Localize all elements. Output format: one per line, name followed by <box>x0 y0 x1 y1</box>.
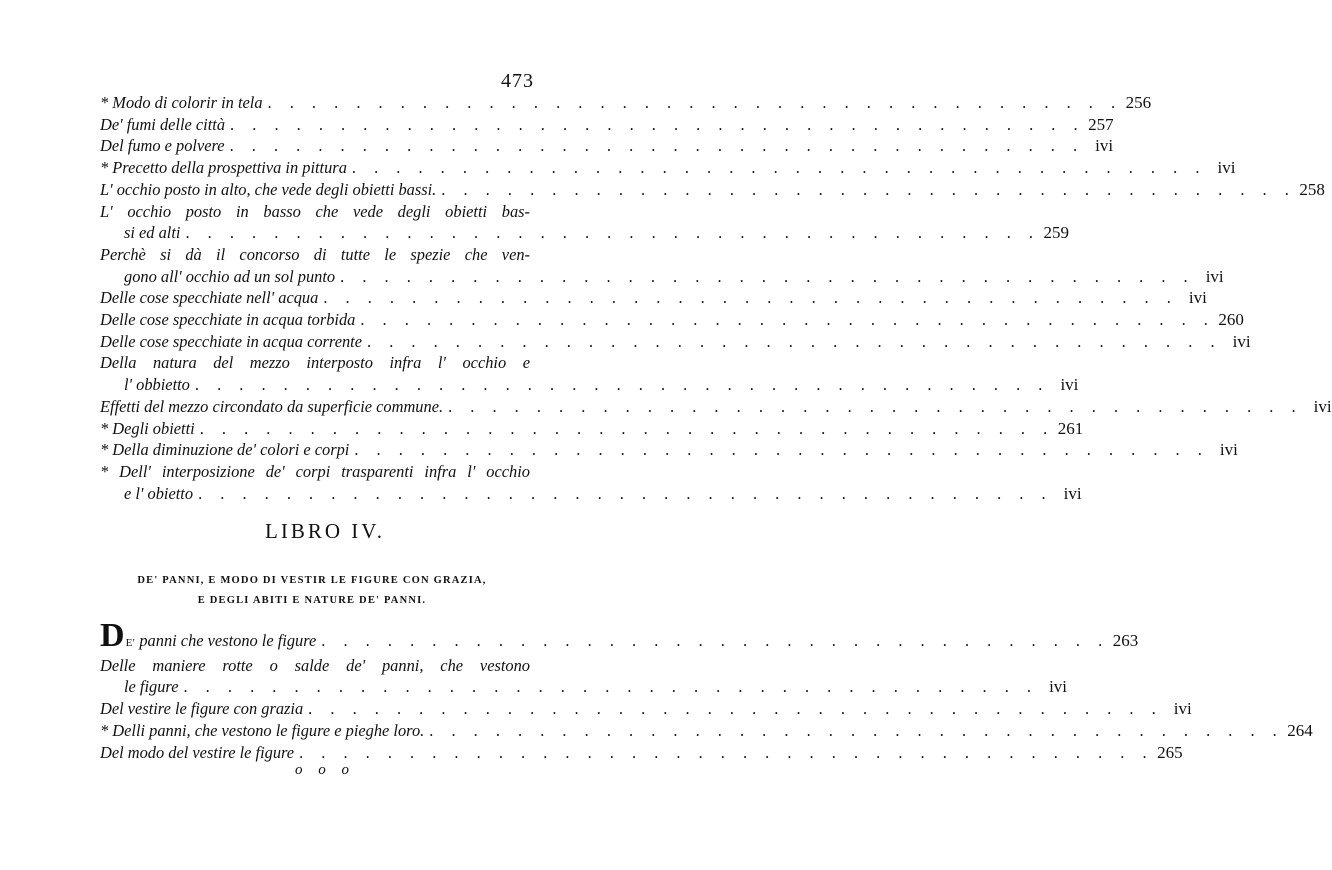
toc-entry <box>100 698 1192 720</box>
leader-dots: . . . . . . . . . . . . . . . . . . . . . . . . . . . . . . . . . . . . . . . <box>230 114 1085 134</box>
toc-entry <box>100 331 1251 353</box>
entry-text: Delle maniere rotte o salde de' panni, che vestono <box>100 655 530 675</box>
toc-entry <box>100 201 1069 244</box>
leader-dots: . . . . . . . . . . . . . . . . . . . . . . . . . . . . . . . . . . . . . . . <box>441 179 1296 199</box>
toc-entry <box>100 287 1207 309</box>
book-subtitle <box>112 571 512 611</box>
ornament: o o o <box>295 762 355 778</box>
drop-cap: D <box>100 617 125 654</box>
toc-entry <box>100 92 1152 114</box>
entry-text: * Dell' interposizione de' corpi trasparenti infra l' occhio <box>100 461 530 481</box>
leader-dots: . . . . . . . . . . . . . . . . . . . . . . . . . . . . . . . . . . . . . . . <box>351 158 1207 178</box>
toc-entry <box>100 418 1084 440</box>
entry-text: * Modo di colorir in tela <box>100 93 263 112</box>
leader-dots: . . . . . . . . . . . . . . . . . . . . . . . . . . . . . . . . . . . . . . . <box>299 742 1154 762</box>
entry-page: 260 <box>1218 310 1244 330</box>
entry-text-continued: gono all' occhio ad un sol punto <box>124 266 336 286</box>
leader-dots: . . . . . . . . . . . . . . . . . . . . . . . . . . . . . . . . . . . . . . . <box>354 440 1209 460</box>
entry-page: 256 <box>1125 93 1152 112</box>
entry-page: 261 <box>1057 418 1084 438</box>
toc-entry <box>100 439 1238 461</box>
entry-page: ivi <box>1232 331 1251 351</box>
toc-entry <box>100 655 1068 698</box>
toc-entry <box>100 461 1082 504</box>
entry-text-continued: le figure <box>124 677 179 697</box>
toc-entry <box>100 157 1236 179</box>
entry-text-rest: panni che vestono le figure <box>135 631 317 650</box>
entry-text: Del vestire le figure con grazia <box>100 699 304 719</box>
leader-dots: . . . . . . . . . . . . . . . . . . . . . . . . . . . . . . . . . . . . . . . <box>360 310 1215 330</box>
entry-text-continued: e l' obietto <box>124 483 194 503</box>
leader-dots: . . . . . . . . . . . . . . . . . . . . . . . . . . . . . . . . . . . . . . . <box>198 483 1053 503</box>
page-number: 473 <box>501 70 534 92</box>
leader-dots: . . . . . . . . . . . . . . . . . . . . . . . . . . . . . . . . . . . . . . . <box>194 375 1050 395</box>
entry-text: * Delli panni, che vestono le figure e pieghe loro. <box>100 720 425 740</box>
entry-page: 263 <box>1112 631 1139 650</box>
entry-text: * Precetto della prospettiva in pittura <box>100 158 347 178</box>
leader-dots: . . . . . . . . . . . . . . . . . . . . . . . . . . . . . . . . . . . . . . . <box>185 223 1040 243</box>
entry-page: 264 <box>1287 720 1313 740</box>
leader-dots: . . . . . . . . . . . . . . . . . . . . . . . . . . . . . . . . . . . . . . . <box>429 720 1284 740</box>
entry-page: ivi <box>1205 266 1224 286</box>
leader-dots: . . . . . . . . . . . . . . . . . . . . . . . . . . . . . . . . . . . . . . . <box>229 136 1085 156</box>
toc-entry <box>100 179 1325 201</box>
entry-text: L' occhio posto in basso che vede degli obietti bas- <box>100 201 530 221</box>
toc-entry <box>100 352 1079 395</box>
entry-text: Del modo del vestire le figure <box>100 742 295 762</box>
entry-text-continued: si ed alti <box>124 223 181 243</box>
leader-dots: . . . . . . . . . . . . . . . . . . . . . . . . . . . . . . . . . . . . . . . <box>323 288 1178 308</box>
toc-entry <box>100 396 1332 418</box>
leader-dots: . . . . . . . . . . . . . . . . . . . . . . . . . . . . . . . . . . . . . . . <box>267 93 1123 112</box>
leader-dots: . . . . . . . . . . . . . . . . . . . . . . . . . . . . . . . . . . . . . . . <box>367 331 1222 351</box>
subtitle-line-2: E DEGLI ABITI E NATURE DE' PANNI. <box>197 595 427 606</box>
toc-entry <box>100 244 1224 287</box>
toc-entry <box>100 742 1183 764</box>
toc-section-2 <box>100 617 1313 763</box>
entry-text: L' occhio posto in alto, che vede degli obietti bassi. <box>100 179 437 199</box>
toc-entry <box>100 309 1244 331</box>
toc-entry <box>100 617 1139 655</box>
entry-page: ivi <box>1060 375 1079 395</box>
entry-text: Effetti del mezzo circondato da superficie commune. <box>100 396 444 416</box>
entry-text: Delle cose specchiate nell' acqua <box>100 288 319 308</box>
entry-page: ivi <box>1219 440 1238 460</box>
entry-page: ivi <box>1095 136 1114 156</box>
leader-dots: . . . . . . . . . . . . . . . . . . . . . . . . . . . . . . . . . . . . <box>321 631 1110 650</box>
entry-text: * Della diminuzione de' colori e corpi <box>100 440 350 460</box>
leader-dots: . . . . . . . . . . . . . . . . . . . . . . . . . . . . . . . . . . . . . . . <box>448 396 1303 416</box>
entry-text: Delle cose specchiate in acqua corrente <box>100 331 363 351</box>
entry-page: ivi <box>1313 396 1332 416</box>
toc-section-1 <box>100 92 1332 504</box>
entry-page: ivi <box>1217 158 1236 178</box>
toc-entry <box>100 135 1114 157</box>
leader-dots: . . . . . . . . . . . . . . . . . . . . . . . . . . . . . . . . . . . . . . . <box>308 699 1163 719</box>
small-caps: E' <box>125 637 136 649</box>
entry-page: ivi <box>1063 483 1082 503</box>
entry-text: Del fumo e polvere <box>100 136 225 156</box>
book-heading: LIBRO IV. <box>265 519 385 543</box>
entry-text <box>100 617 317 655</box>
entry-page: ivi <box>1173 699 1192 719</box>
entry-text: Della natura del mezzo interposto infra l' occhio e <box>100 353 530 373</box>
entry-page: ivi <box>1049 677 1068 697</box>
entry-page: 257 <box>1088 114 1114 134</box>
entry-text-continued: l' obbietto <box>124 375 190 395</box>
entry-text: De' fumi delle città <box>100 114 226 134</box>
toc-entry <box>100 114 1114 136</box>
entry-text: Perchè si dà il concorso di tutte le spezie che ven- <box>100 244 530 264</box>
leader-dots: . . . . . . . . . . . . . . . . . . . . . . . . . . . . . . . . . . . . . . . <box>199 418 1055 438</box>
entry-page: ivi <box>1188 288 1207 308</box>
entry-page: 258 <box>1299 179 1325 199</box>
entry-page: 265 <box>1157 742 1183 762</box>
entry-page: 259 <box>1043 223 1069 243</box>
toc-entry <box>100 720 1313 742</box>
leader-dots: . . . . . . . . . . . . . . . . . . . . . . . . . . . . . . . . . . . . . . . <box>340 266 1195 286</box>
entry-text: * Degli obietti <box>100 418 195 438</box>
leader-dots: . . . . . . . . . . . . . . . . . . . . . . . . . . . . . . . . . . . . . . . <box>183 677 1039 697</box>
entry-text: Delle cose specchiate in acqua torbida <box>100 310 356 330</box>
subtitle-line-1: DE' PANNI, E MODO DI VESTIR LE FIGURE CON GRAZIA, <box>137 575 487 586</box>
